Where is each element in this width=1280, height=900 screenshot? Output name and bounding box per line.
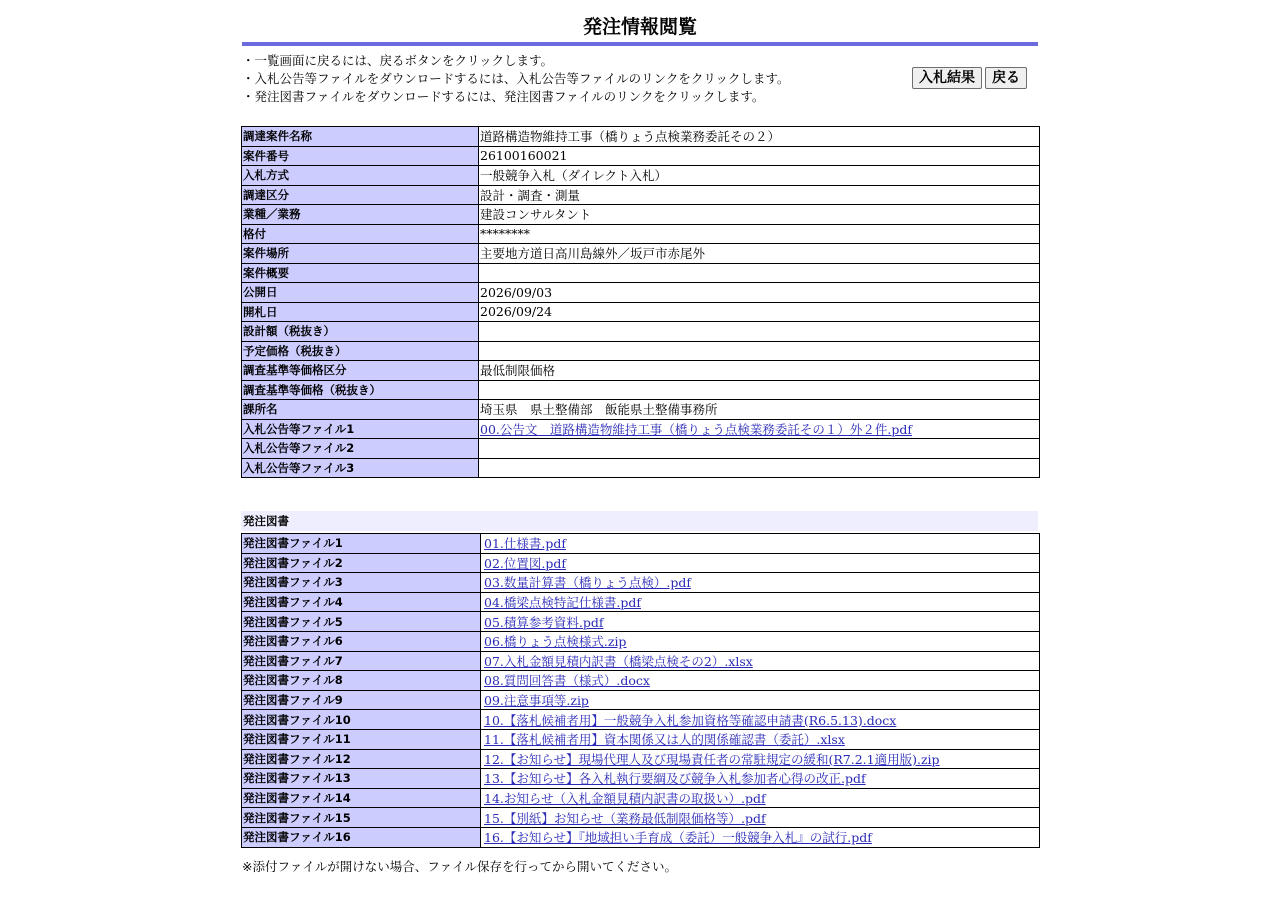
- footnote: ※添付ファイルが開けない場合、ファイル保存を行ってから開いてください。: [242, 859, 677, 874]
- info-row: [242, 439, 1040, 459]
- file-label: 発注図書ファイル16: [242, 827, 481, 847]
- file-row: [242, 573, 1040, 593]
- info-value: 建設コンサルタント: [479, 205, 1040, 225]
- info-label: 入札公告等ファイル3: [242, 458, 479, 478]
- order-file-link[interactable]: 02.位置図.pdf: [484, 555, 566, 571]
- file-cell: [481, 553, 1040, 573]
- info-label: 調達案件名称: [242, 127, 479, 147]
- order-file-link[interactable]: 01.仕様書.pdf: [484, 536, 566, 552]
- file-row: [242, 651, 1040, 671]
- file-row: [242, 827, 1040, 847]
- info-value: [479, 458, 1040, 478]
- file-row: [242, 612, 1040, 632]
- file-label: 発注図書ファイル10: [242, 710, 481, 730]
- file-row: [242, 690, 1040, 710]
- file-cell: [481, 729, 1040, 749]
- info-label: 調達区分: [242, 185, 479, 205]
- info-row: [242, 166, 1040, 186]
- info-row: [242, 322, 1040, 342]
- info-row: [242, 361, 1040, 381]
- file-label: 発注図書ファイル14: [242, 788, 481, 808]
- info-value: [479, 419, 1040, 439]
- file-row: [242, 788, 1040, 808]
- file-label: 発注図書ファイル9: [242, 690, 481, 710]
- bid-result-button[interactable]: 入札結果: [912, 67, 982, 89]
- info-label: 開札日: [242, 302, 479, 322]
- info-label: 調査基準等価格区分: [242, 361, 479, 381]
- file-cell: [481, 671, 1040, 691]
- file-row: [242, 769, 1040, 789]
- file-row: [242, 592, 1040, 612]
- info-label: 案件番号: [242, 146, 479, 166]
- file-cell: [481, 631, 1040, 651]
- info-value: 埼玉県 県土整備部 飯能県土整備事務所: [479, 400, 1040, 420]
- info-row: [242, 205, 1040, 225]
- info-row: [242, 458, 1040, 478]
- info-value: 26100160021: [479, 146, 1040, 166]
- info-label: 公開日: [242, 283, 479, 303]
- file-cell: [481, 769, 1040, 789]
- file-row: [242, 631, 1040, 651]
- order-file-link[interactable]: 03.数量計算書（橋りょう点検）.pdf: [484, 575, 691, 591]
- info-value: 2026/09/24: [479, 302, 1040, 322]
- case-info-table: [241, 126, 1040, 478]
- file-label: 発注図書ファイル8: [242, 671, 481, 691]
- order-file-link[interactable]: 11.【落札候補者用】資本関係又は人的関係確認書（委託）.xlsx: [484, 732, 845, 748]
- info-value: [479, 322, 1040, 342]
- info-value: 主要地方道日高川島線外／坂戸市赤尾外: [479, 244, 1040, 264]
- file-row: [242, 553, 1040, 573]
- instruction-line: ・入札公告等ファイルをダウンロードするには、入札公告等ファイルのリンクをクリックします。: [242, 71, 790, 86]
- file-label: 発注図書ファイル3: [242, 573, 481, 593]
- info-value: [479, 263, 1040, 283]
- instruction-line: ・発注図書ファイルをダウンロードするには、発注図書ファイルのリンクをクリックします。: [242, 89, 765, 104]
- file-label: 発注図書ファイル12: [242, 749, 481, 769]
- order-file-link[interactable]: 10.【落札候補者用】一般競争入札参加資格等確認申請書(R6.5.13).docx: [484, 712, 897, 728]
- instruction-line: ・一覧画面に戻るには、戻るボタンをクリックします。: [242, 53, 554, 68]
- info-row: [242, 283, 1040, 303]
- order-file-link[interactable]: 14.お知らせ（入札金額見積内訳書の取扱い）.pdf: [484, 791, 766, 807]
- info-row: [242, 341, 1040, 361]
- info-value: [479, 341, 1040, 361]
- instructions: [242, 52, 789, 106]
- info-row: [242, 302, 1040, 322]
- info-row: [242, 185, 1040, 205]
- info-label: 入札公告等ファイル1: [242, 419, 479, 439]
- info-label: 課所名: [242, 400, 479, 420]
- info-row: [242, 146, 1040, 166]
- back-button[interactable]: 戻る: [985, 67, 1027, 89]
- info-label: 案件場所: [242, 244, 479, 264]
- info-row: [242, 400, 1040, 420]
- info-row: [242, 380, 1040, 400]
- file-cell: [481, 749, 1040, 769]
- file-label: 発注図書ファイル1: [242, 534, 481, 554]
- info-label: 業種／業務: [242, 205, 479, 225]
- info-value: 一般競争入札（ダイレクト入札）: [479, 166, 1040, 186]
- file-label: 発注図書ファイル15: [242, 808, 481, 828]
- file-cell: [481, 534, 1040, 554]
- file-label: 発注図書ファイル2: [242, 553, 481, 573]
- file-row: [242, 749, 1040, 769]
- info-label: 格付: [242, 224, 479, 244]
- file-cell: [481, 808, 1040, 828]
- order-file-link[interactable]: 08.質問回答書（様式）.docx: [484, 673, 650, 689]
- info-label: 案件概要: [242, 263, 479, 283]
- notice-file-link[interactable]: 00.公告文 道路構造物維持工事（橋りょう点検業務委託その１）外２件.pdf: [480, 421, 912, 437]
- order-files-table: [241, 533, 1040, 848]
- order-file-link[interactable]: 15.【別紙】お知らせ（業務最低制限価格等）.pdf: [484, 810, 766, 826]
- info-value: 最低制限価格: [479, 361, 1040, 381]
- page-title: 発注情報閲覧: [582, 16, 697, 38]
- info-row: [242, 263, 1040, 283]
- file-label: 発注図書ファイル5: [242, 612, 481, 632]
- order-file-link[interactable]: 09.注意事項等.zip: [484, 693, 589, 709]
- file-cell: [481, 710, 1040, 730]
- info-label: 調査基準等価格（税抜き）: [242, 380, 479, 400]
- file-row: [242, 729, 1040, 749]
- file-cell: [481, 690, 1040, 710]
- action-buttons: [912, 67, 1027, 89]
- info-label: 入札方式: [242, 166, 479, 186]
- info-value: 2026/09/03: [479, 283, 1040, 303]
- file-row: [242, 710, 1040, 730]
- order-file-link[interactable]: 04.橋梁点検特記仕様書.pdf: [484, 595, 641, 611]
- file-label: 発注図書ファイル6: [242, 631, 481, 651]
- file-row: [242, 534, 1040, 554]
- order-file-link[interactable]: 06.橋りょう点検様式.zip: [484, 634, 627, 650]
- info-value: 設計・調査・測量: [479, 185, 1040, 205]
- info-value: 道路構造物維持工事（橋りょう点検業務委託その２）: [479, 127, 1040, 147]
- order-file-link[interactable]: 05.積算参考資料.pdf: [484, 614, 604, 630]
- file-label: 発注図書ファイル7: [242, 651, 481, 671]
- file-cell: [481, 612, 1040, 632]
- info-value: [479, 380, 1040, 400]
- file-cell: [481, 592, 1040, 612]
- info-value: ********: [479, 224, 1040, 244]
- info-value: [479, 439, 1040, 459]
- files-section-heading: 発注図書: [241, 511, 1038, 531]
- order-file-link[interactable]: 13.【お知らせ】各入札執行要綱及び競争入札参加者心得の改正.pdf: [484, 771, 866, 787]
- file-label: 発注図書ファイル11: [242, 729, 481, 749]
- info-row: [242, 244, 1040, 264]
- file-cell: [481, 827, 1040, 847]
- file-cell: [481, 573, 1040, 593]
- info-label: 入札公告等ファイル2: [242, 439, 479, 459]
- order-file-link[interactable]: 16.【お知らせ】『地域担い手育成（委託）一般競争入札』の試行.pdf: [484, 830, 872, 846]
- info-label: 設計額（税抜き）: [242, 322, 479, 342]
- info-row: [242, 224, 1040, 244]
- file-label: 発注図書ファイル4: [242, 592, 481, 612]
- info-row: [242, 127, 1040, 147]
- info-label: 予定価格（税抜き）: [242, 341, 479, 361]
- order-file-link[interactable]: 12.【お知らせ】現場代理人及び現場責任者の常駐規定の緩和(R7.2.1適用版).zip: [484, 751, 940, 767]
- order-file-link[interactable]: 07.入札金額見積内訳書（橋梁点検その2）.xlsx: [484, 653, 753, 669]
- file-row: [242, 671, 1040, 691]
- file-cell: [481, 651, 1040, 671]
- file-label: 発注図書ファイル13: [242, 769, 481, 789]
- file-row: [242, 808, 1040, 828]
- file-cell: [481, 788, 1040, 808]
- info-row: [242, 419, 1040, 439]
- title-divider: [242, 42, 1038, 46]
